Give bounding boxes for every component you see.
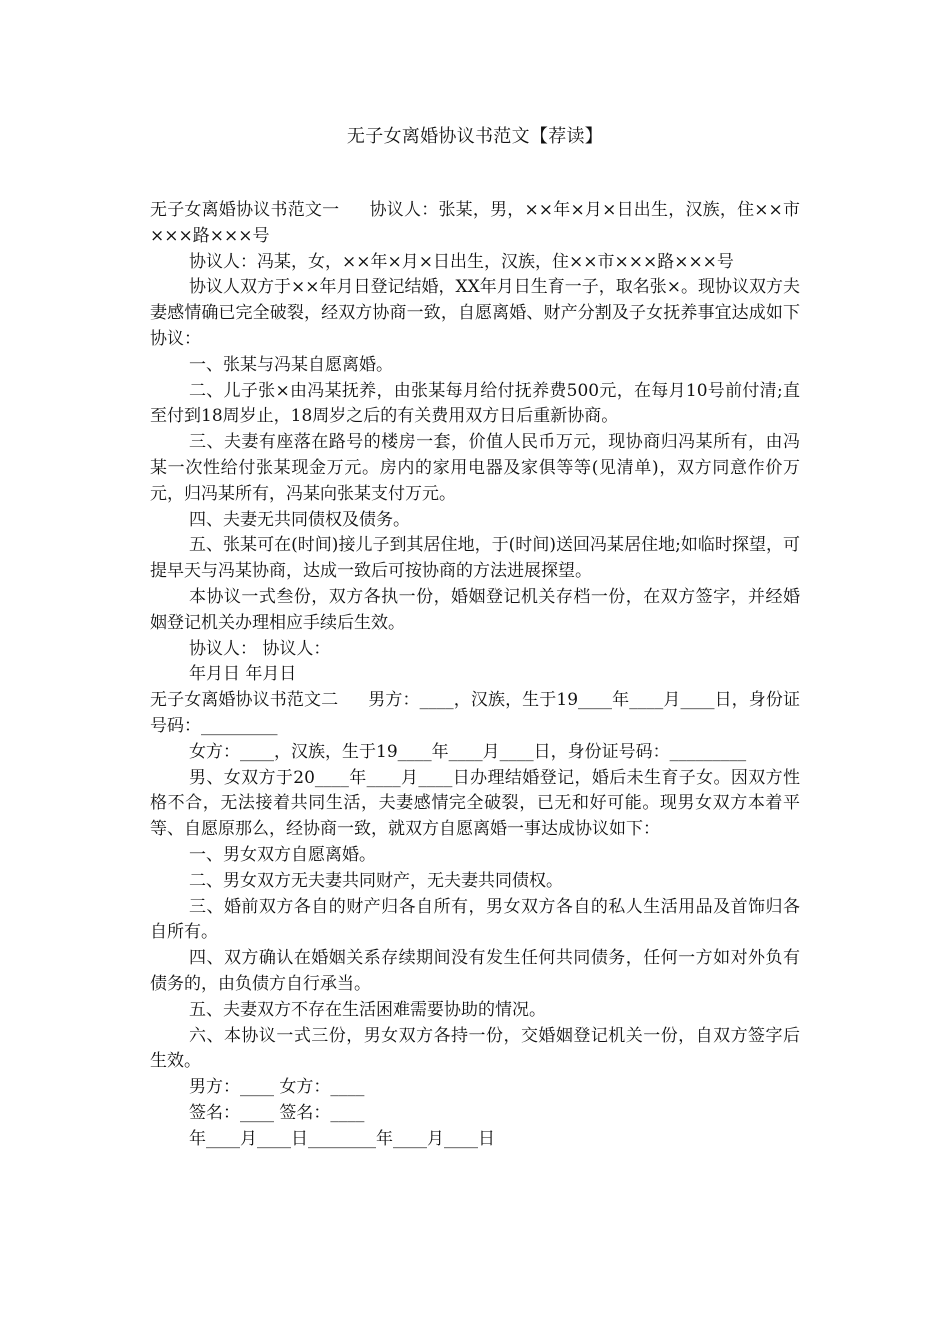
female-party-info: 女方：____，汉族，生于19____年____月____日，身份证号码：_________ [189,741,747,762]
clause-debts: 四、夫妻无共同债权及债务。 [189,509,410,530]
signature-date-fields: 年____月____日________年____月____日 [189,1128,495,1149]
party-signature-fields: 男方：____ 女方：____ [189,1077,365,1098]
date-line: 年月日 年月日 [189,664,297,685]
paragraph-sample-one-intro [150,198,800,250]
agreement-copies: 本协议一式叁份，双方各执一份，婚姻登记机关存档一份，在双方签字，并经婚姻登记机关办理相应手续后生效。 [150,586,800,633]
party-two-info: 协议人：冯某，女，××年×月×日出生，汉族，住××市×××路×××号 [189,251,734,272]
clause-divorce: 一、张某与冯某自愿离婚。 [189,354,393,375]
document-body [150,198,800,1152]
clause-no-joint-debt: 四、双方确认在婚姻关系存续期间没有发生任何共同债务，任何一方如对外负有债务的，由负债方自行承当。 [150,948,800,994]
clause-copies: 六、本协议一式三份，男女双方各持一份，交婚姻登记机关一份，自双方签字后生效。 [150,1025,800,1072]
clause-child-support: 二、儿子张×由冯某抚养，由张某每月给付抚养费500元，在每月10号前付清;直至付到18周岁止，18周岁之后的有关费用双方日后重新协商。 [150,380,800,427]
clause-visitation: 五、张某可在(时间)接儿子到其居住地，于(时间)送回冯某居住地;如临时探望，可提早天与冯某协商，达成一致后可按协商的方法进展探望。 [150,535,800,582]
section-heading-sample-one: 无子女离婚协议书范文一 [150,200,340,220]
party-one-info: 协议人：张某，男，××年×月×日出生，汉族，住××市×××路×××号 [150,200,801,246]
marriage-background: 协议人双方于××年月日登记结婚，XX年月日生育一子，取名张×。现协议双方夫妻感情确已完全破裂，经双方协商一致，自愿离婚、财产分割及子女抚养事宜达成如下协议： [150,277,800,349]
paragraph-sample-two-intro [150,688,800,740]
clause-property: 三、夫妻有座落在路号的楼房一套，价值人民币万元，现协商归冯某所有，由冯某一次性给付张某现金万元。房内的家用电器及家俱等等(见清单)，双方同意作价万元，归冯某所有，冯某向张某支付万元。 [150,432,800,504]
clause-no-hardship: 五、夫妻双方不存在生活困难需要协助的情况。 [189,999,546,1020]
clause-premarital-property: 三、婚前双方各自的财产归各自所有，男女双方各自的私人生活用品及首饰归各自所有。 [150,896,800,943]
signature-fields: 签名：____ 签名：____ [189,1102,365,1123]
section-heading-sample-two: 无子女离婚协议书范文二 [150,690,339,711]
signature-line: 协议人： 协议人： [189,638,331,659]
clause-voluntary-divorce: 一、男女双方自愿离婚。 [189,844,376,865]
clause-no-joint-property: 二、男女双方无夫妻共同财产，无夫妻共同债权。 [189,870,563,891]
document-title: 无子女离婚协议书范文【荐读】 [346,126,604,147]
male-party-info: 男方：____，汉族，生于19____年____月____日，身份证号码：_________ [150,690,801,736]
marriage-registration: 男、女双方于20____年____月____日办理结婚登记，婚后未生育子女。因双方性格不合，无法接着共同生活，夫妻感情完全破裂，已无和好可能。现男女双方本着平等、自愿原那么，经协商一致，就双方自愿离婚一事达成协议如下： [150,767,800,840]
